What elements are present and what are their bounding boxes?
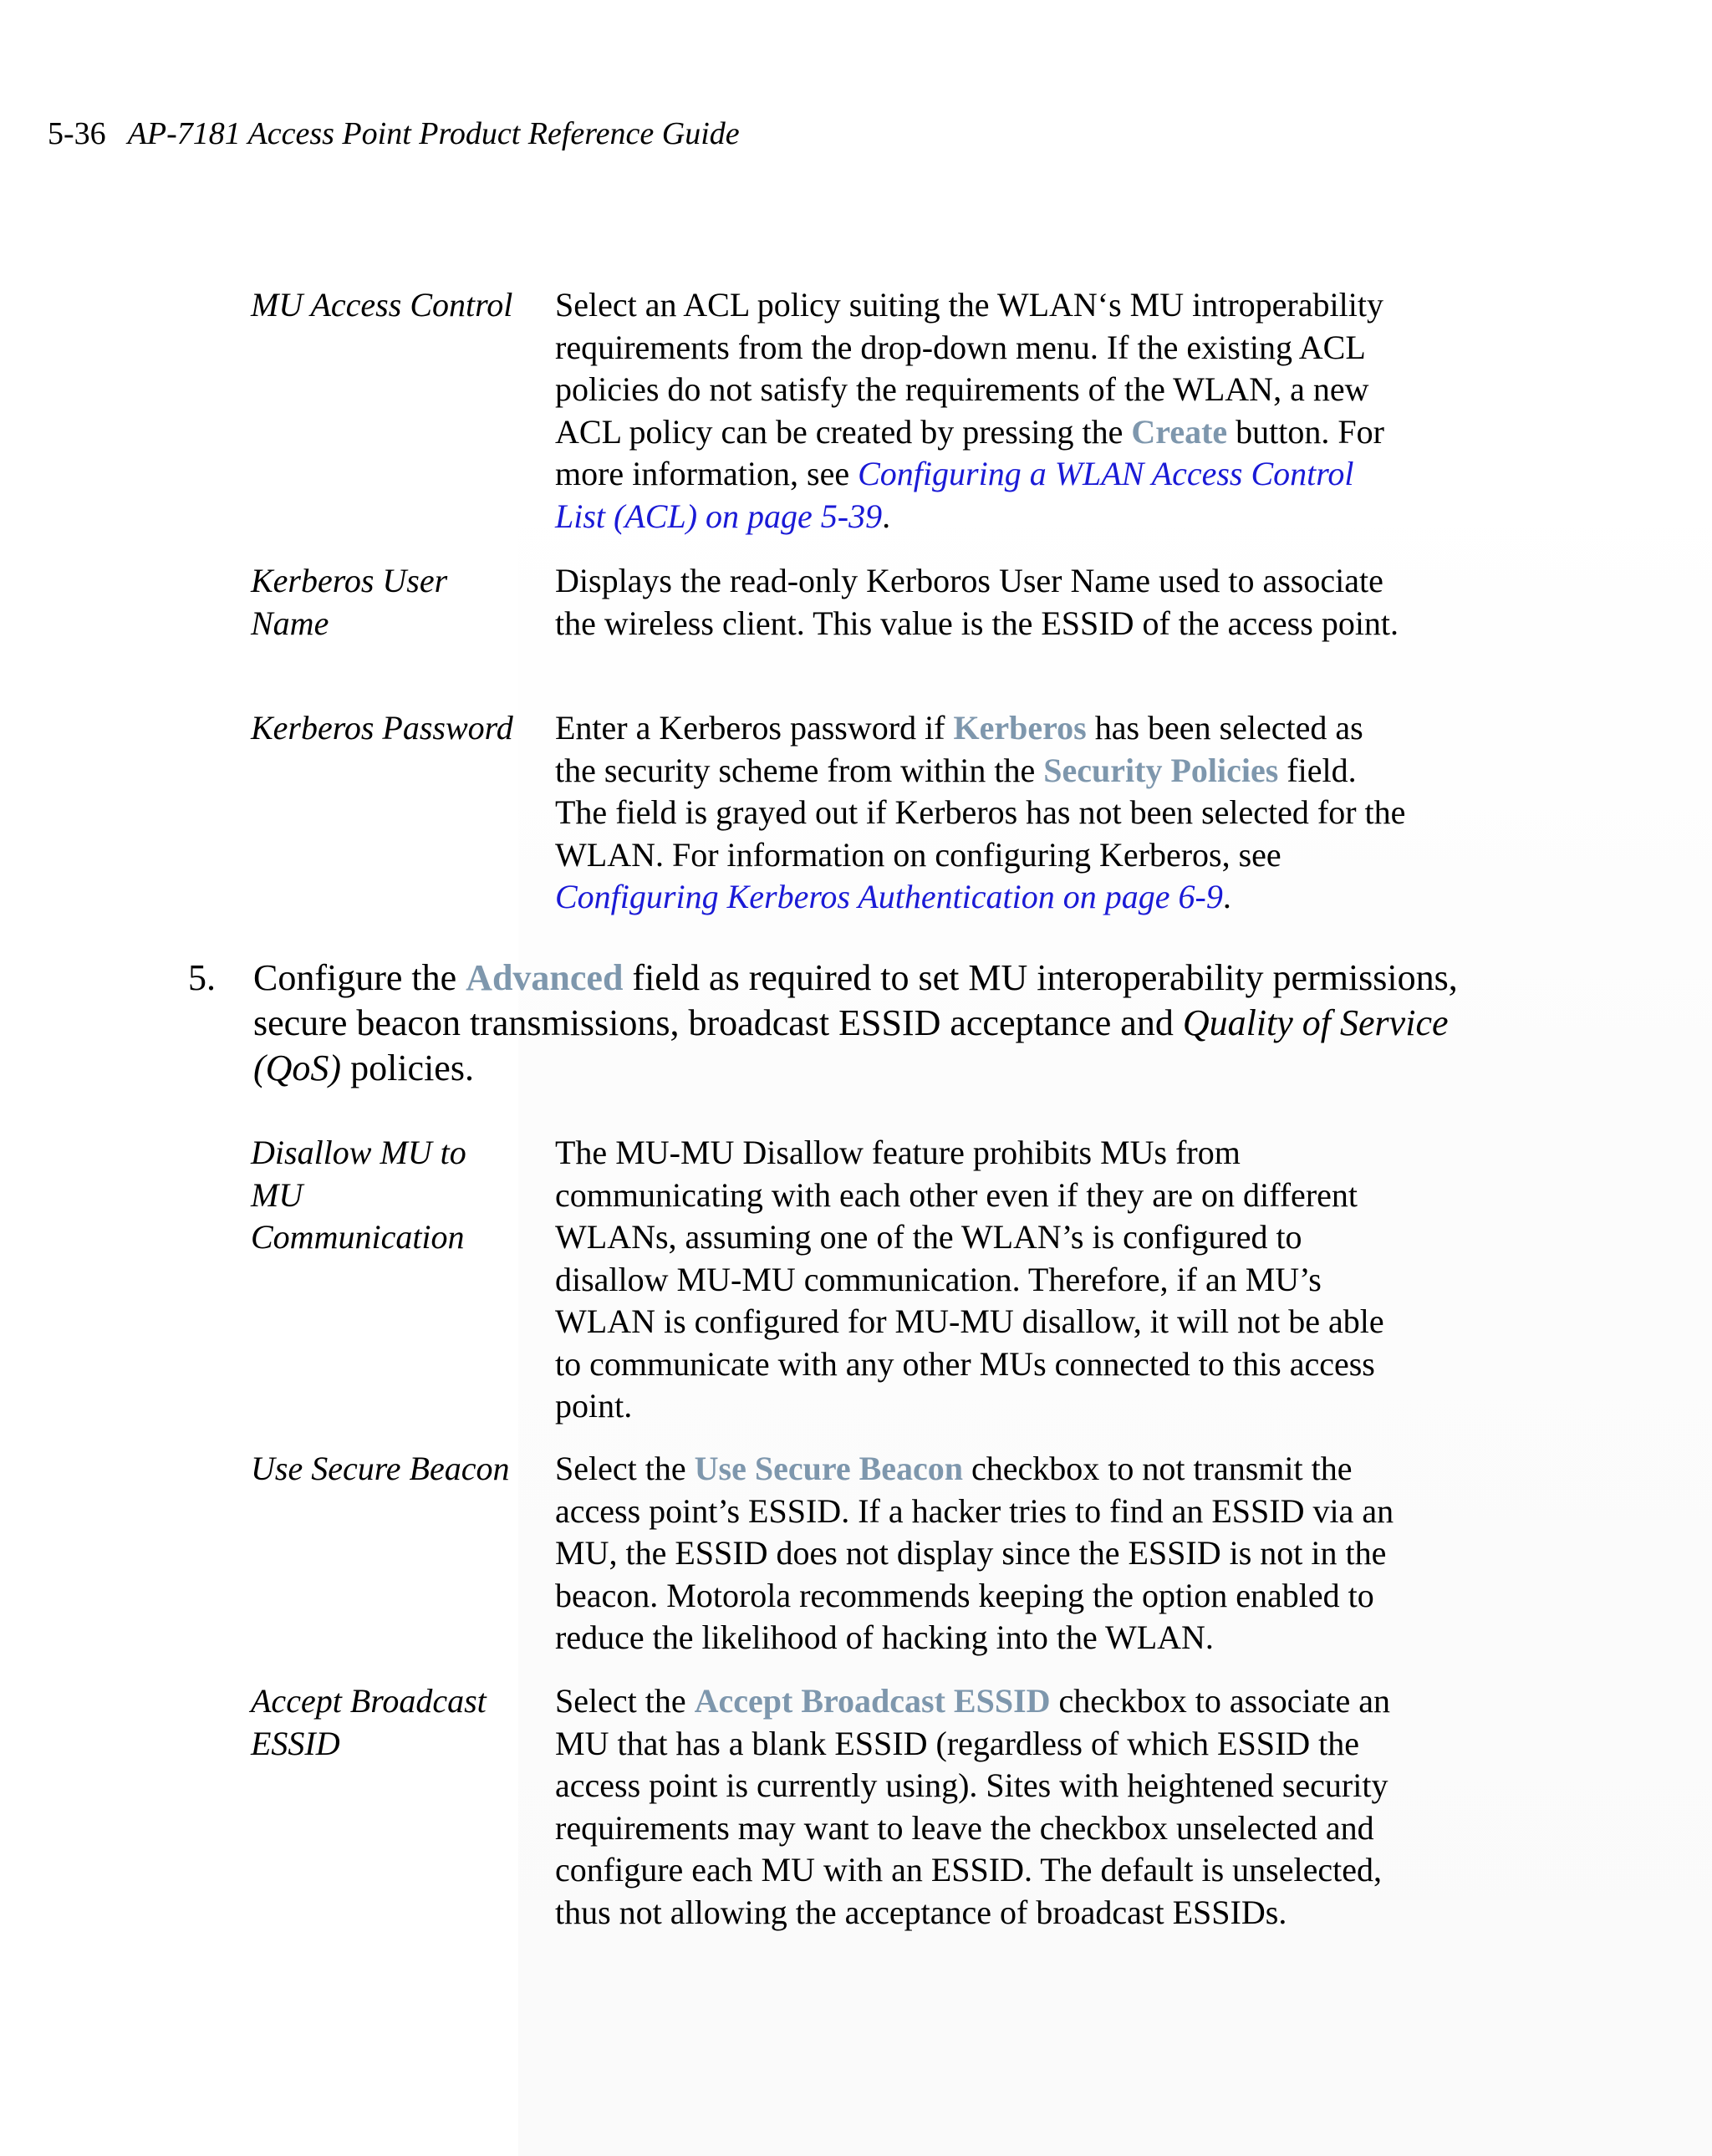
guide-title: AP-7181 Access Point Product Reference Guide — [127, 116, 740, 151]
text-segment: Enter a Kerberos password if — [555, 709, 954, 747]
step-5 — [188, 956, 1542, 1091]
step-5-text — [253, 956, 1541, 1091]
term-mu-access-control: MU Access Control — [251, 286, 513, 324]
text-segment: Select the — [555, 1682, 695, 1720]
text-segment: Select the — [555, 1450, 695, 1487]
text-segment: . — [882, 497, 891, 535]
term-use-secure-beacon: Use Secure Beacon — [251, 1450, 510, 1487]
desc-kerberos-user-name: Displays the read-only Kerboros User Name used to associate the wireless client. This value is the ESSID of the access point. — [555, 562, 1399, 642]
row-disallow-mu — [251, 1132, 1421, 1428]
accept-broadcast-essid-label: Accept Broadcast ESSID — [694, 1682, 1051, 1720]
text-segment: field as required to set MU interoperability permissions, secure beacon transmissions, broadcast ESSID acceptance and — [253, 957, 1458, 1043]
row-kerberos-user-name — [251, 560, 1421, 645]
row-mu-access-control — [251, 284, 1421, 538]
text-segment: Select an ACL policy suiting the WLAN‘s MU introperability requirements from the drop-down menu. If the existing ACL policies do not satisfy the requirements of the WLAN, a new ACL policy can be created by pressing the — [555, 286, 1383, 451]
desc-accept-broadcast-essid — [555, 1680, 1408, 1934]
text-segment: Configure the — [253, 957, 466, 998]
row-use-secure-beacon — [251, 1448, 1421, 1659]
term-disallow-mu: Disallow MU to MU Communication — [251, 1134, 466, 1256]
desc-disallow-mu: The MU-MU Disallow feature prohibits MUs from communicating with each other even if they are on different WLANs, assuming one of the WLAN’s is configured to disallow MU-MU communication. Therefore, if an MU’s WLAN is configured for MU-MU disallow, it will not be able to communicate with any other MUs connected to this access point. — [555, 1134, 1384, 1425]
security-policies-label: Security Policies — [1043, 751, 1279, 789]
use-secure-beacon-label: Use Secure Beacon — [694, 1450, 964, 1487]
row-accept-broadcast-essid — [251, 1680, 1421, 1934]
term-kerberos-password: Kerberos Password — [251, 709, 513, 747]
advanced-label: Advanced — [466, 957, 624, 998]
term-kerberos-user-name: Kerberos User Name — [251, 562, 448, 642]
qos-term: Quality of Service (QoS) — [253, 1002, 1449, 1088]
running-header — [48, 114, 740, 154]
kerberos-label: Kerberos — [953, 709, 1087, 747]
text-segment: . — [1222, 878, 1231, 915]
text-segment: checkbox to not transmit the access point’s ESSID. If a hacker tries to find an ESSID via an MU, the ESSID does not display since the ESSID is not in the beacon. Motorola recommends keeping the option enabled to reduce the likelihood of hacking into the WLAN. — [555, 1450, 1394, 1656]
term-accept-broadcast-essid: Accept Broadcast ESSID — [251, 1682, 487, 1762]
text-segment: button. For more information, see — [555, 412, 1384, 492]
row-kerberos-password — [251, 707, 1421, 919]
page-number: 5-36 — [48, 116, 106, 151]
desc-kerberos-password — [555, 707, 1408, 919]
kerberos-xref-link[interactable]: Configuring Kerberos Authentication on page 6-9 — [555, 878, 1223, 915]
step-number: 5. — [188, 957, 216, 998]
create-label: Create — [1131, 412, 1228, 451]
text-segment: checkbox to associate an MU that has a blank ESSID (regardless of which ESSID the access point is currently using). Sites with heightened security requirements may want to leave the checkbox unselected and configure each MU with an ESSID. The default is unselected, thus not allowing the acceptance of broadcast ESSIDs. — [555, 1682, 1391, 1931]
text-segment: policies. — [341, 1047, 474, 1088]
text-segment: field. The field is grayed out if Kerberos has not been selected for the WLAN. For information on configuring Kerberos, see — [555, 751, 1406, 874]
desc-use-secure-beacon — [555, 1448, 1408, 1659]
acl-xref-link[interactable]: Configuring a WLAN Access Control List (ACL) on page 5-39 — [555, 455, 1354, 535]
desc-mu-access-control — [555, 284, 1408, 538]
text-segment: has been selected as the security scheme from within the — [555, 709, 1363, 789]
